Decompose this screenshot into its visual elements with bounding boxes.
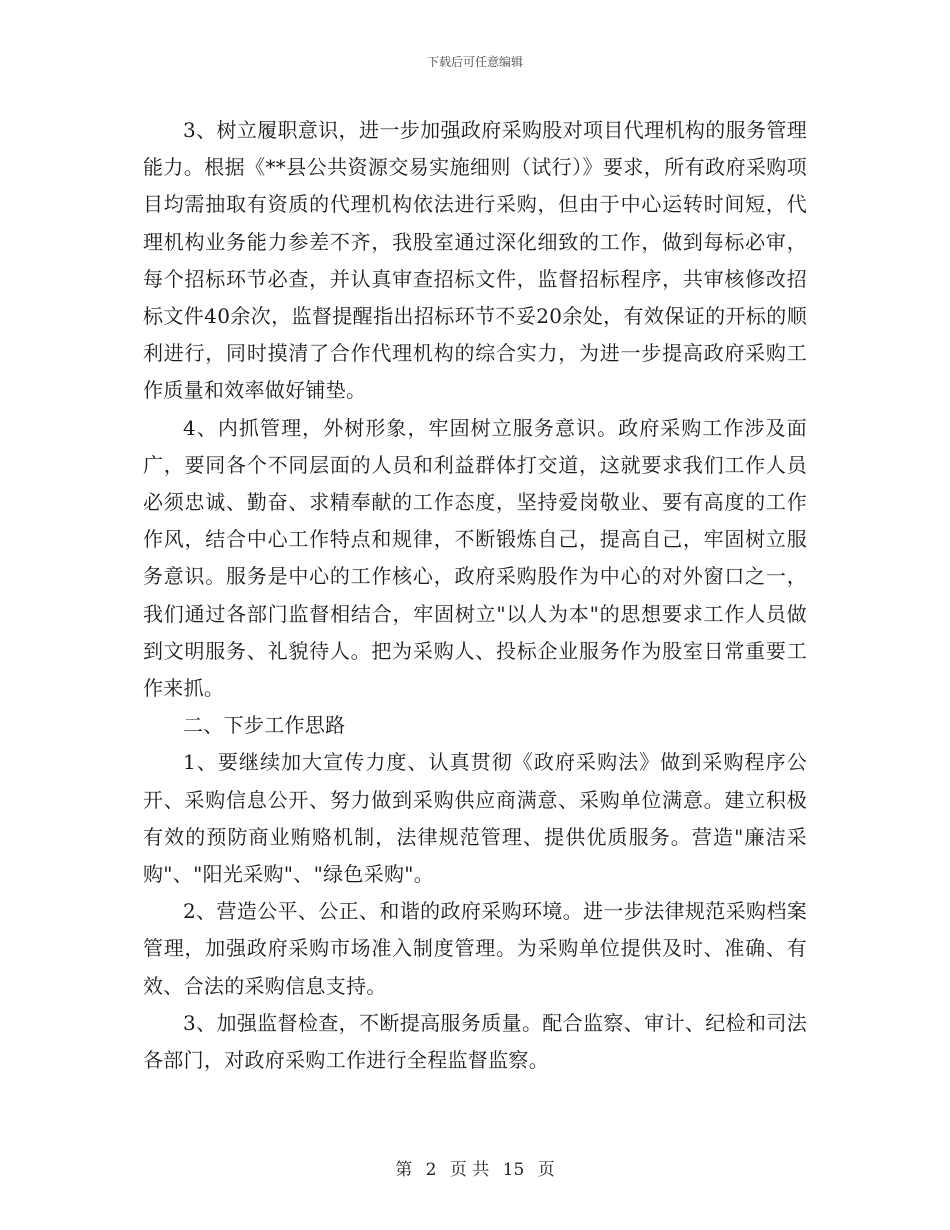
section-heading-next-steps: 二、下步工作思路 bbox=[183, 713, 346, 738]
page-footer bbox=[0, 1155, 950, 1180]
document-body bbox=[143, 112, 807, 1079]
paragraph-next-step-1: 1、要继续加大宣传力度、认真贯彻《政府采购法》做到采购程序公开、采购信息公开、努力做到采购供应商满意、采购单位满意。建立积极有效的预防商业贿赂机制，法律规范管理、提供优质服务。营造"廉洁采购"、"阳光采购"、"绿色采购"。 bbox=[143, 750, 807, 887]
paragraph-next-step-2: 2、营造公平、公正、和谐的政府采购环境。进一步法律规范采购档案管理，加强政府采购市场准入制度管理。为采购单位提供及时、准确、有效、合法的采购信息支持。 bbox=[143, 899, 807, 998]
total-pages: 15 bbox=[502, 1160, 525, 1180]
footer-prefix: 第 bbox=[395, 1160, 413, 1180]
paragraph-next-step-3: 3、加强监督检查，不断提高服务质量。配合监察、审计、纪检和司法各部门，对政府采购工作进行全程监督监察。 bbox=[143, 1010, 807, 1073]
page-header: 下载后可任意编辑 bbox=[426, 55, 523, 69]
paragraph-item-3: 3、树立履职意识，进一步加强政府采购股对项目代理机构的服务管理能力。根据《**县公共资源交易实施细则（试行）》要求，所有政府采购项目均需抽取有资质的代理机构依法进行采购，但由于中心运转时间短，代理机构业务能力参差不齐，我股室通过深化细致的工作，做到每标必审，每个招标环节必查，并认真审查招标文件，监督招标程序，共审核修改招标文件40余次，监督提醒指出招标环节不妥20余处，有效保证的开标的顺利进行，同时摸清了合作代理机构的综合实力，为进一步提高政府采购工作质量和效率做好铺垫。 bbox=[143, 118, 807, 403]
footer-suffix: 页 bbox=[537, 1160, 555, 1180]
page-number: 2 bbox=[425, 1160, 437, 1180]
paragraph-item-4: 4、内抓管理，外树形象，牢固树立服务意识。政府采购工作涉及面广，要同各个不同层面的人员和利益群体打交道，这就要求我们工作人员必须忠诚、勤奋、求精奉献的工作态度，坚持爱岗敬业、要有高度的工作作风，结合中心工作特点和规律，不断锻炼自己，提高自己，牢固树立服务意识。服务是中心的工作核心，政府采购股作为中心的对外窗口之一，我们通过各部门监督相结合，牢固树立"以人为本"的思想要求工作人员做到文明服务、礼貌待人。把为采购人、投标企业服务作为股室日常重要工作来抓。 bbox=[143, 415, 807, 701]
footer-middle: 页 共 bbox=[449, 1160, 490, 1180]
